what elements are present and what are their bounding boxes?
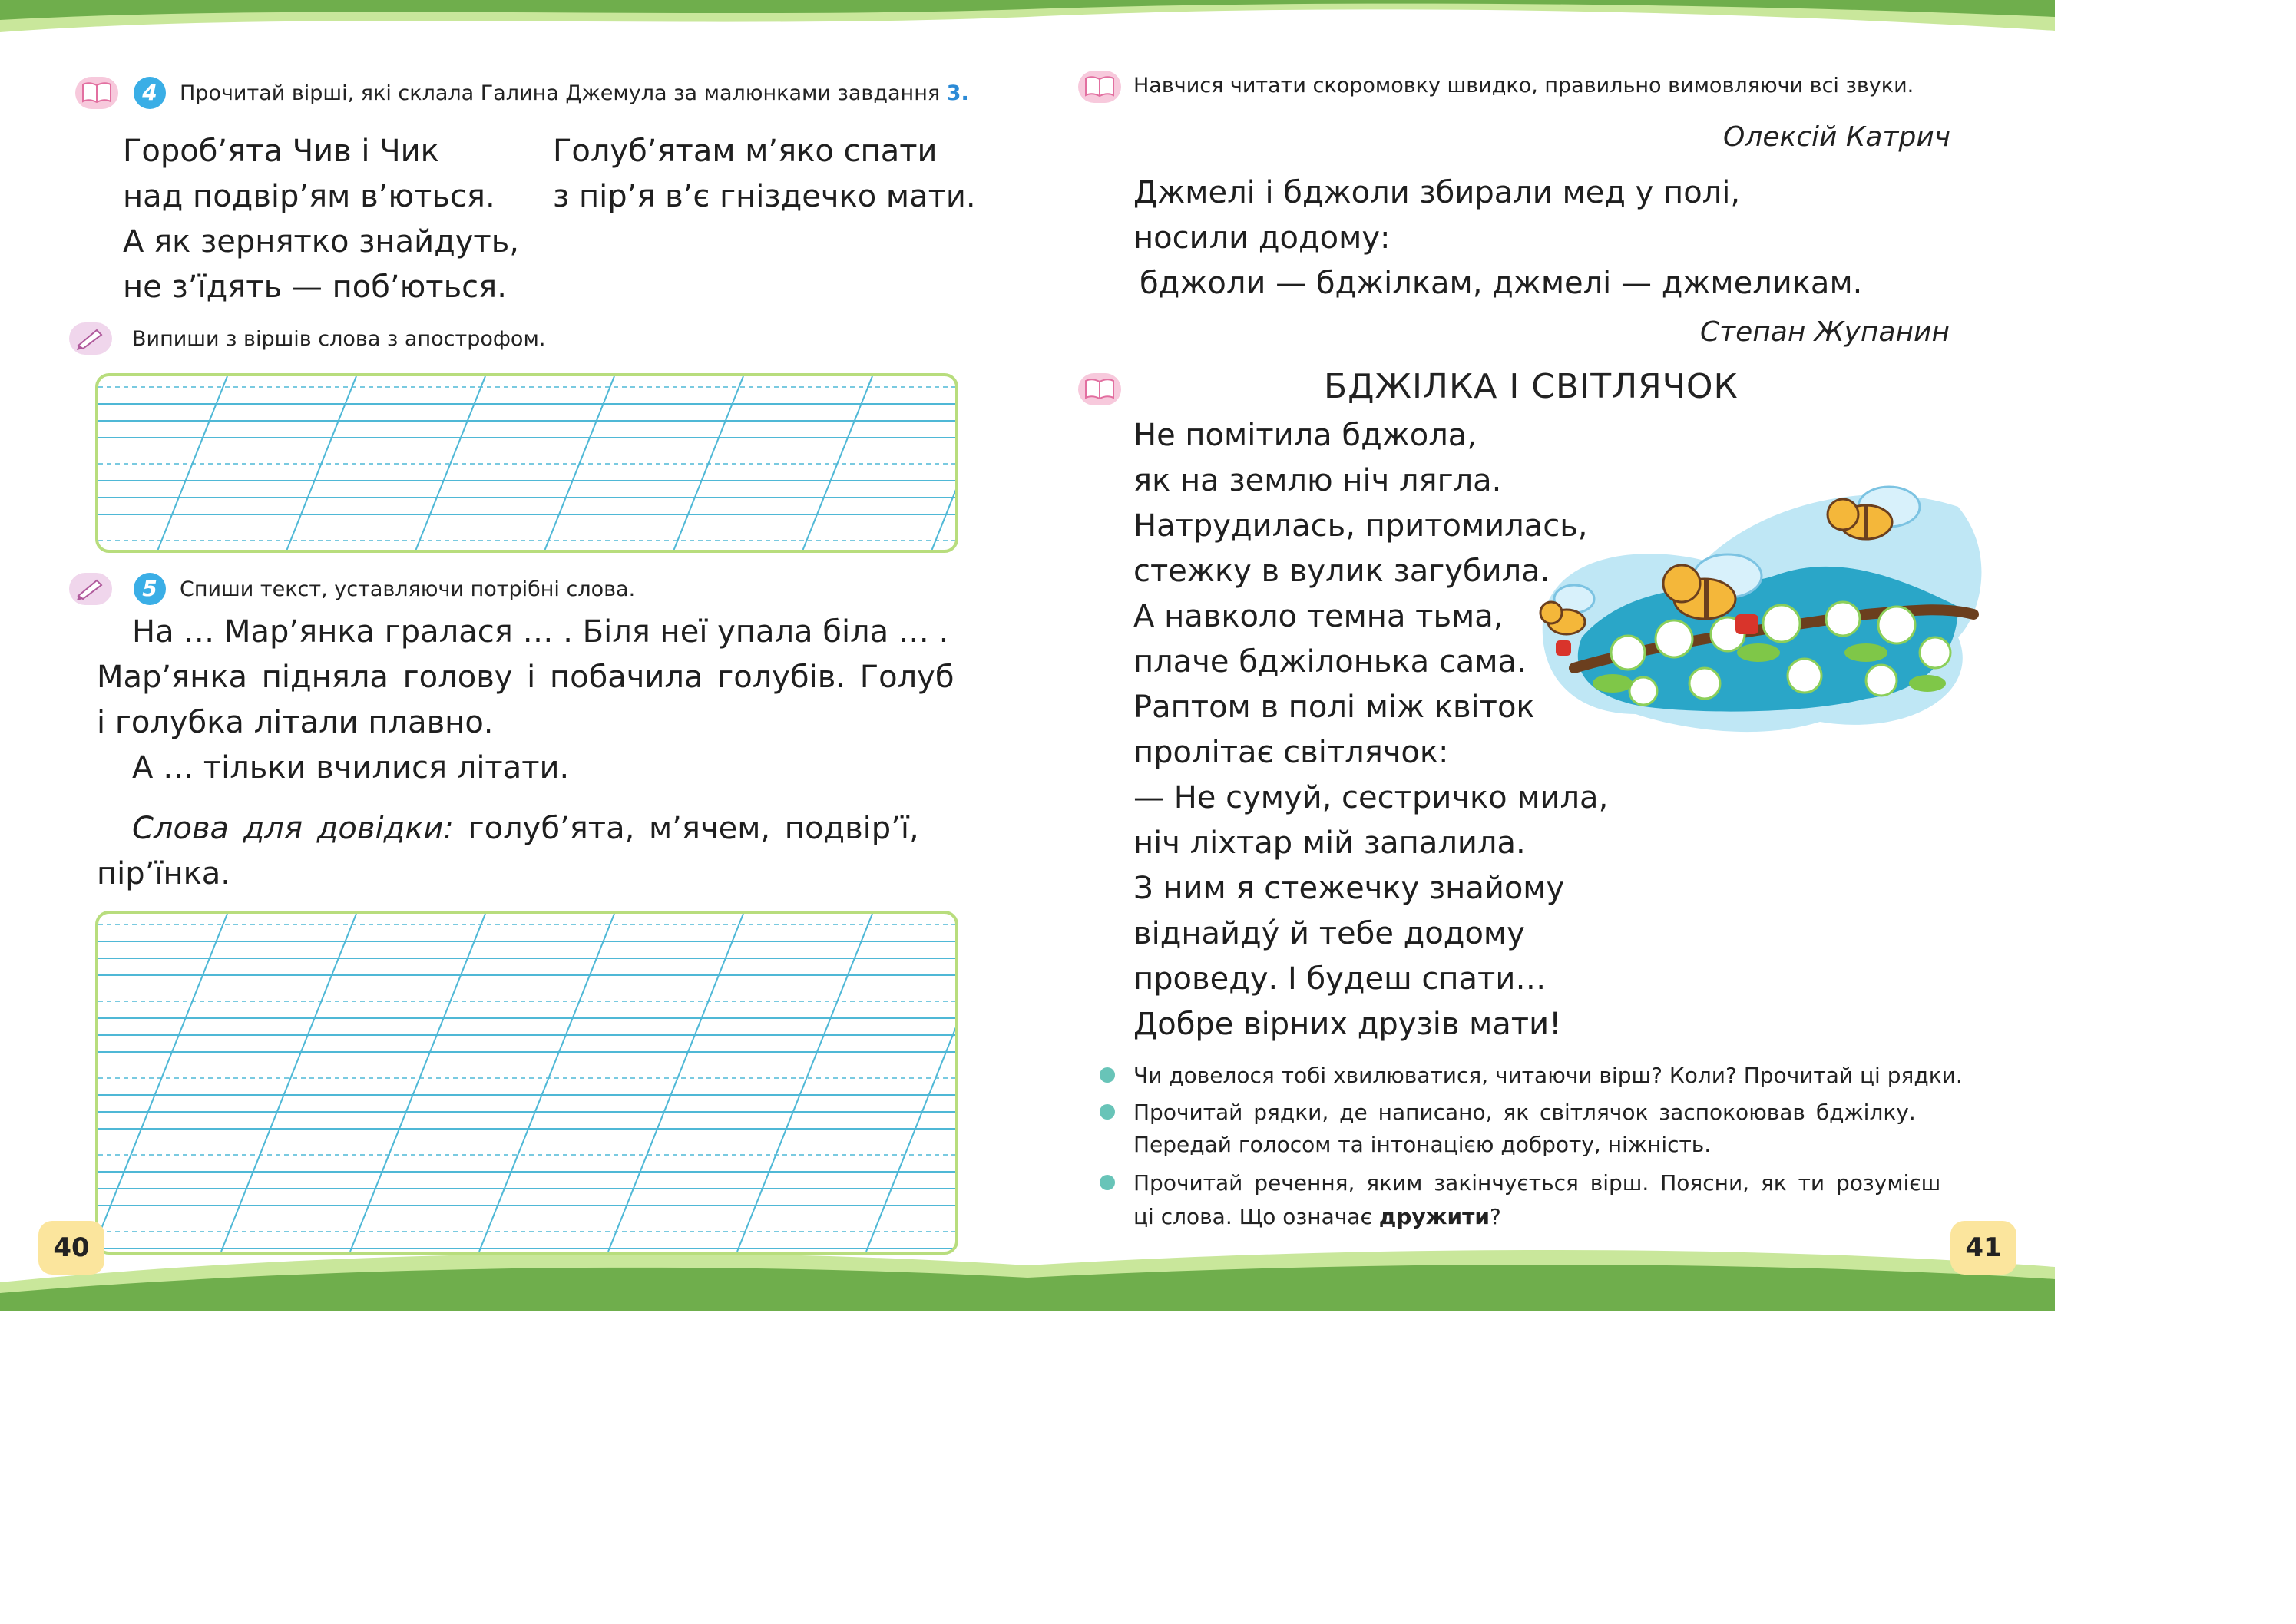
- poem-sparrows: Гороб’ята Чив і Чик над подвір’ям в’ються. А як зернятко знайдуть, не з’їдять — поб’ються.: [123, 134, 519, 305]
- task-5-instruction: Спиши текст, уставляючи потрібні слова.: [180, 577, 636, 601]
- page-number-right: 41: [1950, 1221, 2016, 1275]
- book-icon: [1078, 71, 1121, 103]
- question-3-line-1: Прочитай речення, яким закінчується вірш. Поясни, як ти розумієш: [1133, 1170, 1941, 1196]
- question-2-line-2: Передай голосом та інтонацією доброту, ніжність.: [1133, 1132, 1712, 1157]
- task-4-instruction: Прочитай вірші, які склала Галина Джемула за малюнками завдання 3.: [180, 81, 969, 105]
- paragraph-line-4: А … тільки вчилися літати.: [132, 750, 570, 786]
- task-number-badge: 4: [134, 77, 166, 109]
- question-2-line-1: Прочитай рядки, де написано, як світлячок заспокоював бджілку.: [1133, 1100, 1916, 1125]
- book-icon: [1078, 373, 1121, 405]
- pencil-hand-icon: [69, 573, 112, 605]
- question-3-line-2: ці слова. Що означає дружити?: [1133, 1204, 1501, 1229]
- author-katrych: Олексій Катрич: [1723, 121, 1950, 153]
- paragraph-line-2: Мар’янка підняла голову і побачила голубів. Голуб: [97, 660, 954, 695]
- poem-title: БДЖІЛКА І СВІТЛЯЧОК: [1324, 367, 1739, 406]
- author-zhupanyn: Степан Жупанин: [1700, 316, 1950, 348]
- question-bullet: [1100, 1104, 1115, 1120]
- question-bullet: [1100, 1175, 1115, 1190]
- writing-area-2[interactable]: [95, 911, 958, 1255]
- question-bullet: [1100, 1067, 1115, 1083]
- hint-line-1: Слова для довідки: голуб’ята, м’ячем, подвір’ї,: [132, 811, 919, 846]
- page-number-left: 40: [38, 1221, 104, 1275]
- bee-illustration: [1528, 461, 1989, 745]
- top-wave-decoration: [0, 0, 2055, 38]
- poem-bee-and-firefly: Не помітила бджола, як на землю ніч лягла. Натрудилась, притомилась, стежку в вулик загубила. А навколо темна тьма, плаче бджілонька сама. Раптом в полі між квіток пролітає світлячок: — Не сумуй, сестричко мила, ніч ліхтар мій запалила. З ним я стежечку знайому віднайду́ й тебе додому проведу. І будеш спати… Добре вірних друзів мати!: [1133, 418, 1609, 1042]
- hint-line-2: пір’їнка.: [97, 856, 231, 891]
- pencil-hand-icon: [69, 322, 112, 355]
- poem-pigeons: Голуб’ятам м’яко спати з пір’я в’є гніздечко мати.: [553, 134, 976, 214]
- tongue-twister-instruction: Навчися читати скоромовку швидко, правильно вимовляючи всі звуки.: [1133, 74, 1914, 98]
- task-number-badge: 5: [134, 573, 166, 605]
- question-1: Чи довелося тобі хвилюватися, читаючи вірш? Коли? Прочитай ці рядки.: [1133, 1063, 1963, 1088]
- write-task-instruction: Випиши з віршів слова з апострофом.: [132, 327, 546, 351]
- paragraph-line-3: і голубка літали плавно.: [97, 705, 494, 740]
- paragraph-line-1: На … Мар’янка гралася … . Біля неї упала біла … .: [132, 614, 949, 650]
- book-icon: [75, 77, 118, 109]
- tongue-twister: Джмелі і бджоли збирали мед у полі, носили додому: бджоли — бджілкам, джмелі — джмеликам.: [1133, 175, 1863, 301]
- writing-area-1[interactable]: [95, 373, 958, 553]
